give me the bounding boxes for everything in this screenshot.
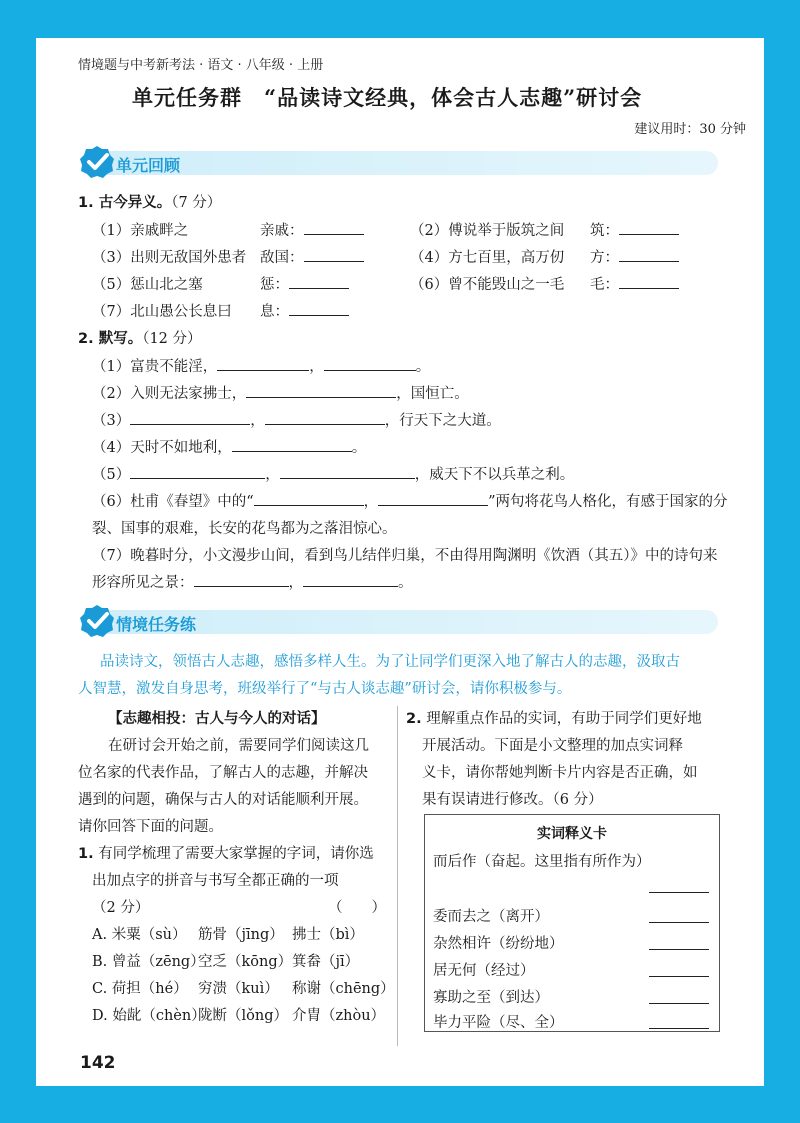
q1-item-5-key: 惩： [260,273,349,294]
left-para-2: 位名家的代表作品，了解古人的志趣，并解决 [78,765,368,781]
q1-number: 1. [78,195,94,211]
q1-item-1: （1）亲戚畔之 [92,223,189,239]
answer-blank[interactable] [649,975,709,977]
q2-line-7-cont: 形容所见之景： ， 。 [92,575,413,591]
q1-item-2: （2）傅说举于版筑之间 [410,223,565,239]
right-q2-number: 2. [406,711,422,727]
card-item-5: 寡助之至（到达） [433,990,549,1006]
left-q1-line-1: 1. 有同学梳理了需要大家掌握的字词，请你选 [78,846,374,862]
option-a-2[interactable]: 筋骨（jīng） [198,927,284,943]
answer-blank[interactable] [619,260,679,262]
q1-item-6: （6）曾不能毁山之一毛 [410,277,565,293]
answer-blank[interactable] [649,1027,709,1029]
card-item-4: 居无何（经过） [433,963,535,979]
option-c-3[interactable]: 称谢（chēng） [292,981,395,997]
q2-line-7: （7）晚暮时分，小文漫步山间，看到鸟儿结伴归巢，不由得用陶渊明《饮酒（其五）》中的诗句来 [92,548,718,564]
column-divider [397,706,398,1046]
card-item-3: 杂然相许（纷纷地） [433,936,564,952]
check-badge-icon [78,144,116,180]
answer-blank[interactable] [303,585,398,587]
answer-blank[interactable] [649,891,709,893]
q1-item-6-key: 毛： [590,273,679,294]
intro-line-2: 人智慧，激发自身思考，班级举行了“与古人谈志趣”研讨会，请你积极参与。 [78,681,572,697]
option-d-1[interactable]: D. 始龀（chèn） [92,1008,206,1024]
q1-item-3-key: 敌国： [260,246,364,267]
right-q2-line-4: 果有误请进行修改。（6 分） [422,792,603,808]
answer-blank[interactable] [280,477,415,479]
right-q2-line-3: 义卡，请你帮她判断卡片内容是否正确，如 [422,765,698,781]
left-q1-score: （2 分） [92,900,150,916]
card-item-2: 委而去之（离开） [433,909,549,925]
page-title: 单元任务群 “品读诗文经典，体会古人志趣”研讨会 [132,85,643,110]
answer-blank[interactable] [649,948,709,950]
option-c-2[interactable]: 穷溃（kuì） [198,981,279,997]
intro-line-1: 品读诗文，领悟古人志趣，感悟多样人生。为了让同学们更深入地了解古人的志趣，汲取古 [100,654,680,670]
section-tasks-title: 情境任务练 [116,615,197,634]
q2-line-4: （4）天时不如地利， 。 [92,440,367,456]
option-b-1[interactable]: B. 曾益（zēng） [92,954,205,970]
q1-item-2-key: 筑： [590,219,679,240]
q1-item-3: （3）出则无敌国外患者 [92,250,247,266]
left-para-1: 在研讨会开始之前，需要同学们阅读这几 [108,738,369,754]
answer-blank[interactable] [304,260,364,262]
option-a-3[interactable]: 拂士（bì） [292,927,364,943]
q2-label: 默写。 [98,331,143,347]
card-item-6: 毕力平险（尽、全） [433,1015,564,1031]
suggested-time: 建议用时：30 分钟 [634,122,746,137]
answer-blank[interactable] [254,504,364,506]
left-subtitle: 【志趣相投：古人与今人的对话】 [108,710,326,727]
q1-item-4-key: 方： [590,246,679,267]
q2-line-6: （6）杜甫《春望》中的“ ， ”两句将花鸟人格化，有感于国家的分 [92,494,728,510]
q2-line-5: （5） ， ，威天下不以兵革之利。 [92,467,575,483]
q2-line-1: （1）富贵不能淫， ， 。 [92,359,431,375]
q1-item-7-key: 息： [260,300,349,321]
left-q1-number: 1. [78,846,94,862]
answer-blank[interactable] [289,314,349,316]
q1-item-7: （7）北山愚公长息曰 [92,304,232,320]
option-b-2[interactable]: 空乏（kōng） [198,954,293,970]
q2-line-2: （2）入则无法家拂士， ，国恒亡。 [92,386,469,402]
q1-score: （7 分） [171,195,222,211]
answer-blank[interactable] [130,423,250,425]
answer-blank[interactable] [649,921,709,923]
answer-blank[interactable] [619,287,679,289]
card-item-1: 而后作（奋起。这里指有所作为） [433,854,651,870]
q1-label: 古今异义。 [98,195,172,211]
answer-blank[interactable] [619,233,679,235]
answer-blank[interactable] [217,369,309,371]
q2-number: 2. [78,331,94,347]
answer-blank[interactable] [246,396,396,398]
left-para-4: 请你回答下面的问题。 [78,819,223,835]
q2-score: （12 分） [142,331,202,347]
q2-line-6-cont: 裂、国事的艰难，长安的花鸟都为之落泪惊心。 [92,521,397,537]
q1-heading [78,191,221,212]
option-c-1[interactable]: C. 荷担（hé） [92,981,188,997]
vocab-card [424,814,720,1032]
section-review-title: 单元回顾 [116,156,181,175]
answer-blank[interactable] [304,233,364,235]
section-band [92,151,718,175]
section-review [78,149,718,177]
worksheet-page [36,38,764,1086]
option-b-3[interactable]: 箕畚（jī） [292,954,360,970]
answer-blank[interactable] [649,1002,709,1004]
right-q2-line-2: 开展活动。下面是小文整理的加点实词释 [422,738,683,754]
card-title: 实词释义卡 [537,826,607,842]
q1-item-1-key: 亲戚： [260,219,364,240]
answer-blank[interactable] [378,504,488,506]
left-q1-line-2: 出加点字的拼音与书写全都正确的一项 [92,873,339,889]
q2-line-3: （3） ， ，行天下之大道。 [92,413,501,429]
option-a-1[interactable]: A. 米粟（sù） [92,927,187,943]
answer-blank[interactable] [265,423,385,425]
answer-blank[interactable] [194,585,289,587]
check-badge-icon [78,603,116,639]
page-number: 142 [80,1053,116,1073]
q1-item-5: （5）惩山北之塞 [92,277,203,293]
left-para-3: 遇到的问题，确保与古人的对话能顺利开展。 [78,792,368,808]
answer-parentheses[interactable]: （ ） [328,900,386,916]
right-q2-line-1: 2. 理解重点作品的实词，有助于同学们更好地 [406,711,702,727]
answer-blank[interactable] [289,287,349,289]
answer-blank[interactable] [232,450,352,452]
option-d-2[interactable]: 陇断（lǒng） [198,1008,288,1024]
book-header: 情境题与中考新考法 · 语文 · 八年级 · 上册 [78,58,324,73]
q1-item-4: （4）方七百里，高万仞 [410,250,565,266]
option-d-3[interactable]: 介胄（zhòu） [292,1008,386,1024]
answer-blank[interactable] [324,369,416,371]
answer-blank[interactable] [130,477,265,479]
q2-heading [78,327,202,348]
section-tasks [78,608,718,636]
